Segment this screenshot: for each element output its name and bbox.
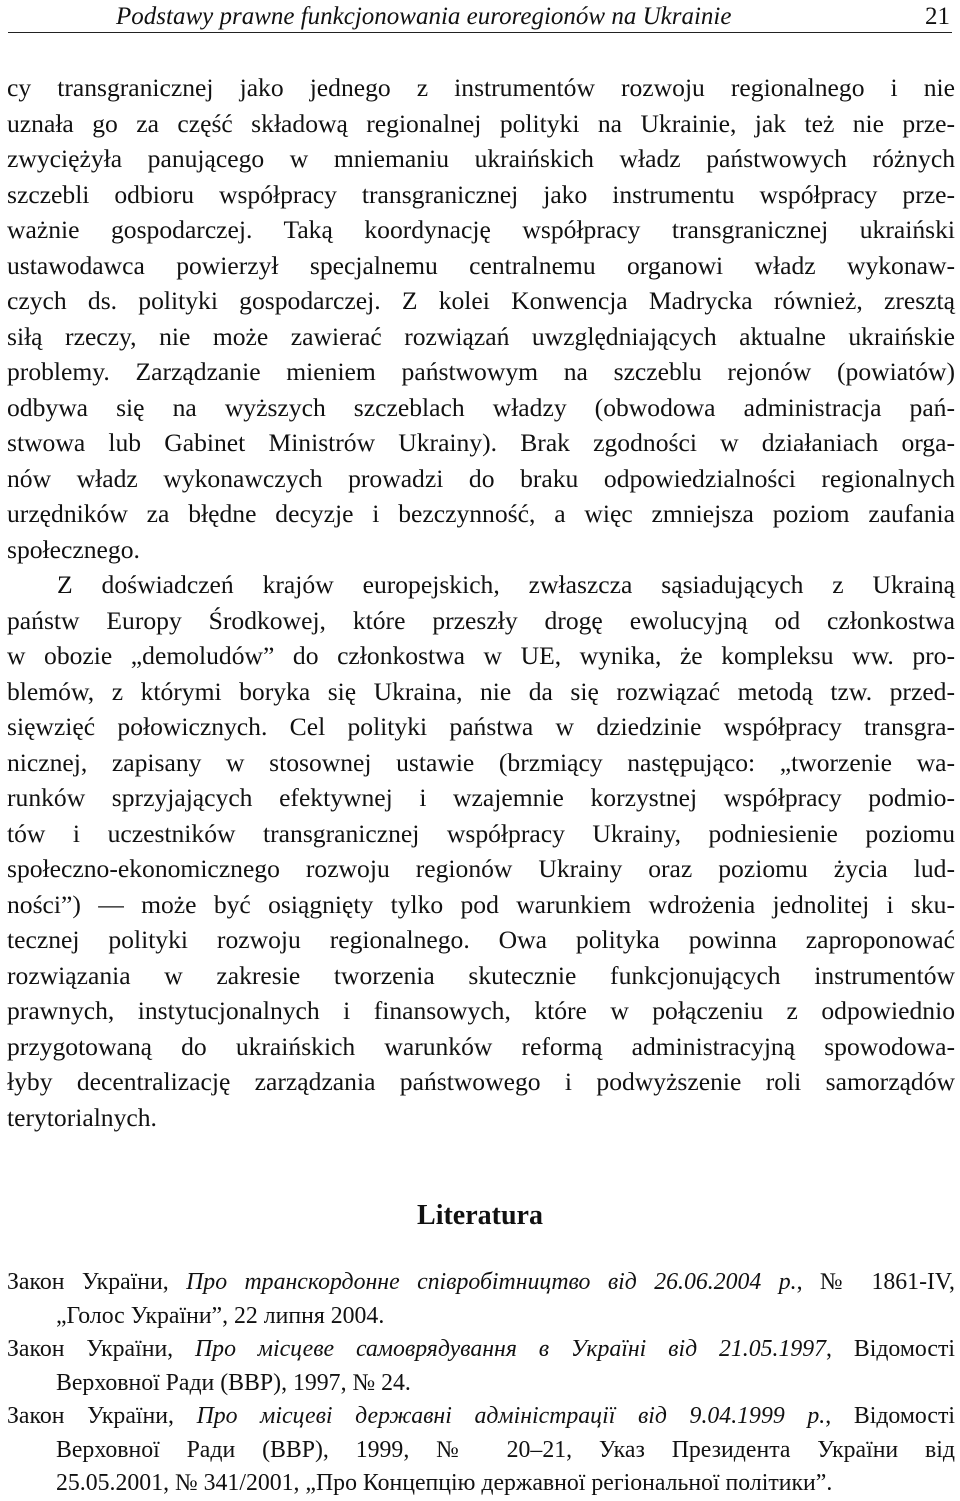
text-line: nów władz wykonawczych prowadzi do braku odpowiedzialności regionalnych [7, 463, 955, 493]
text-line: terytorialnych. [7, 1102, 157, 1132]
text-line: przygotowaną do ukraińskich warunków reformą administracyjną spowodowa- [7, 1031, 955, 1061]
text-line: tecznej polityki rozwoju regionalnego. Owa polityka powinna zaproponować [7, 925, 955, 954]
running-title: Podstawy prawne funkcjonowania euroregionów na Ukrainie [116, 3, 732, 30]
paragraph [7, 567, 955, 1135]
text-line: siłą rzeczy, nie może zawierać rozwiązań uwzględniających aktualne ukraińskie [7, 321, 955, 351]
text-line: prawnych, instytucjonalnych i finansowych, które w połączeniu z odpowiednio [7, 996, 955, 1025]
reference-title: Про місцеві державні адміністрації від 9.04.1999 р. [196, 1403, 826, 1429]
reference-lead: Закон України, [7, 1269, 187, 1295]
text-line: ustawodawca powierzył specjalnemu centralnemu organowi władz wykonaw- [7, 250, 955, 280]
text-line: państw Europy Środkowej, które przeszły drogę ewolucyjną od członkostwa [7, 605, 955, 635]
reference-line [7, 1333, 955, 1367]
reference-continuation: 25.05.2001, № 341/2001, „Про Концепцію державної регіональної політики”. [56, 1470, 833, 1496]
reference-line [7, 1266, 955, 1300]
reference-item [7, 1266, 955, 1333]
text-line: stwowa lub Gabinet Ministrów Ukrainy). Brak zgodności w działaniach orga- [7, 428, 955, 457]
text-line: ważnie gospodarczej. Taką koordynację współpracy transgranicznej ukraiński [7, 215, 955, 244]
reference-title: Про місцеве самоврядування в Україні від 21.05.1997 [194, 1336, 827, 1362]
text-line: runków sprzyjających efektywnej i wzajemnie korzystnej współpracy podmio- [7, 783, 955, 812]
text-line: ności”) — może być osiągnięty tylko pod warunkiem wdrożenia jednolitej i sku- [7, 889, 955, 919]
text-line: Z doświadczeń krajów europejskich, zwłaszcza sąsiadujących z Ukrainą [57, 570, 955, 599]
reference-line [7, 1400, 955, 1434]
reference-details: , Відомості [825, 1403, 955, 1429]
text-line: nicznej, zapisany w stosownej ustawie (brzmiący następująco: „tworzenie wa- [7, 747, 955, 777]
text-line: problemy. Zarządzanie mieniem państwowym na szczeblu rejonów (powiatów) [7, 357, 955, 386]
literature-heading: Literatura [417, 1200, 543, 1231]
text-line: łyby decentralizację zarządzania państwowego i podwyższenie roli samorządów [7, 1067, 955, 1096]
reference-lead: Закон України, [7, 1403, 197, 1429]
reference-continuation: Верховної Ради (ВВР), 1999, № 20–21, Указ Президента України від [56, 1436, 955, 1463]
text-line: społecznego. [7, 534, 140, 564]
running-header [8, 2, 952, 33]
page-number: 21 [925, 3, 950, 30]
reference-item [7, 1333, 955, 1400]
reference-list [7, 1266, 955, 1501]
text-line: tów i uczestników transgranicznej współpracy Ukrainy, podniesienie poziomu [7, 818, 955, 848]
reference-continuation: Верховної Ради (ВВР), 1997, № 24. [56, 1369, 411, 1396]
text-line: społeczno-ekonomicznego rozwoju regionów Ukrainy oraz poziomu życia lud- [7, 854, 955, 883]
text-line: cy transgranicznej jako jednego z instrumentów rozwoju regionalnego i nie [7, 73, 955, 102]
body-text [7, 70, 955, 1135]
text-line: urzędników za błędne decyzje i bezczynność, a więc zmniejsza poziom zaufania [7, 499, 955, 528]
paragraph [7, 70, 955, 567]
reference-continuation: „Голос України”, 22 липня 2004. [56, 1302, 385, 1329]
text-line: sięwzięć połowicznych. Cel polityki państwa w dziedzinie współpracy transgra- [7, 712, 955, 741]
text-line: w obozie „demoludów” do członkostwa w UE, wynika, że kompleksu ww. pro- [7, 641, 955, 670]
text-line: rozwiązania w zakresie tworzenia skutecznie funkcjonujących instrumentów [7, 960, 955, 990]
text-line: szczebli odbioru współpracy transgranicznej jako instrumentu współpracy prze- [7, 179, 955, 209]
text-line: odbywa się na wyższych szczeblach władzy (obwodowa administracja pań- [7, 392, 955, 422]
text-line: blemów, z którymi boryka się Ukraina, nie da się rozwiązać metodą tzw. przed- [7, 676, 955, 706]
text-line: uznała go za część składową regionalnej polityki na Ukrainie, jak też nie prze- [7, 108, 955, 138]
reference-lead: Закон України, [7, 1336, 195, 1362]
text-line: zwyciężyła panującego w mniemaniu ukraińskich władz państwowych różnych [7, 144, 955, 173]
reference-item [7, 1400, 955, 1501]
reference-title: Про транскордонне співробітництво від 26.06.2004 р. [186, 1269, 797, 1295]
reference-details: , Відомості [826, 1336, 956, 1362]
text-line: czych ds. polityki gospodarczej. Z kolei Konwencja Madrycka również, zresztą [7, 286, 955, 315]
reference-details: , № 1861-IV, [796, 1269, 955, 1295]
